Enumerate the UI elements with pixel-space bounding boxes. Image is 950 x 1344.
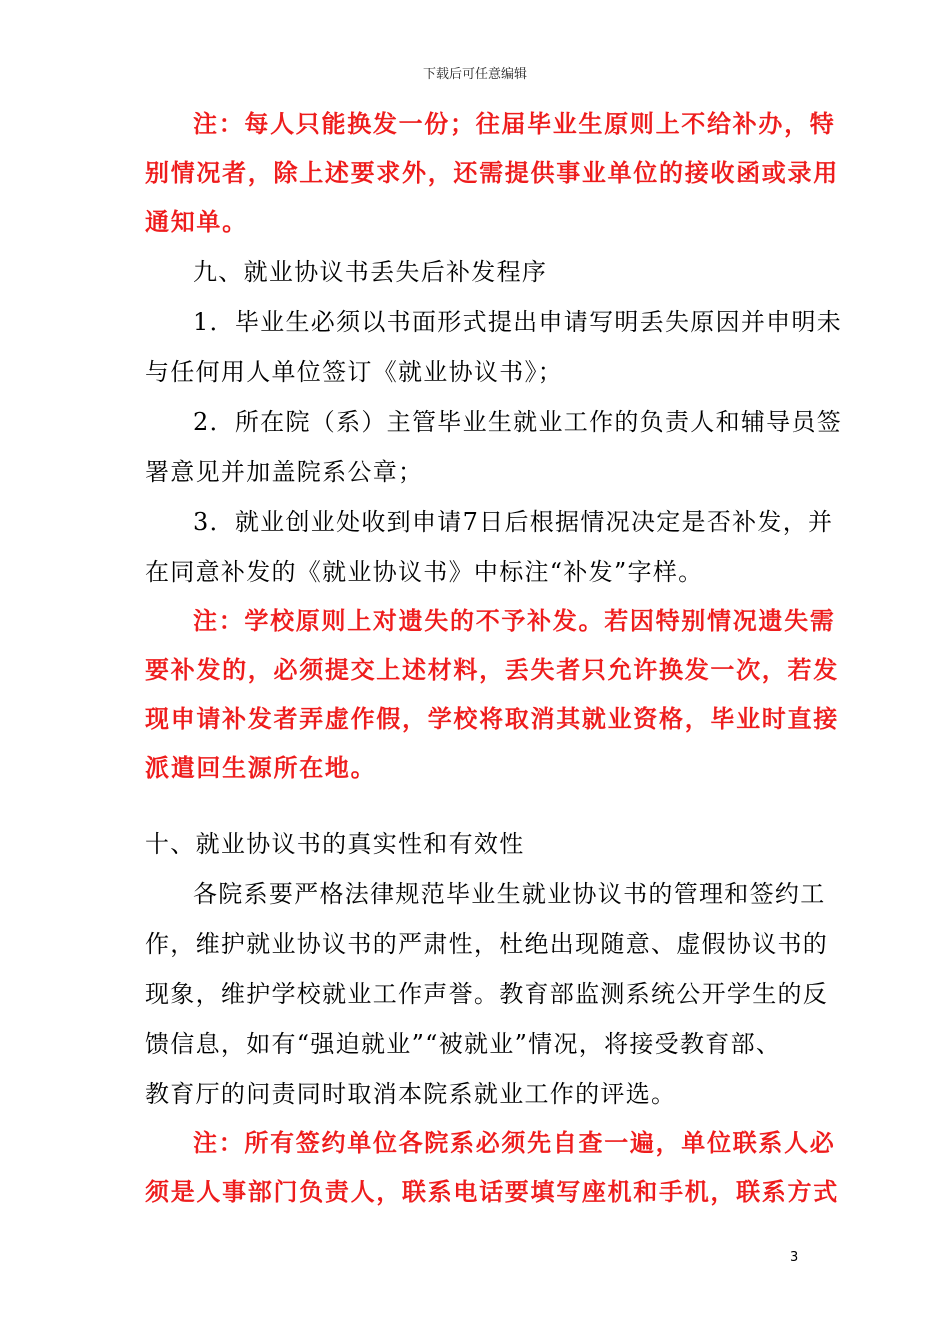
note-line: 别情况者，除上述要求外，还需提供事业单位的接收函或录用 xyxy=(145,159,839,187)
paragraph-line: 署意见并加盖院系公章； xyxy=(145,458,424,486)
section-heading: 十、就业协议书的真实性和有效性 xyxy=(145,830,525,858)
paragraph-line: 与任何用人单位签订《就业协议书》； xyxy=(145,358,564,386)
paragraph-line: 2．所在院（系）主管毕业生就业工作的负责人和辅导员签 xyxy=(193,408,843,436)
note-line: 注：学校原则上对遗失的不予补发。若因特别情况遗失需 xyxy=(193,607,836,635)
paragraph-line: 馈信息，如有“强迫就业”“被就业”情况，将接受教育部、 xyxy=(145,1030,782,1058)
paragraph-line: 现象，维护学校就业工作声誉。教育部监测系统公开学生的反 xyxy=(145,980,829,1008)
note-line: 现申请补发者弄虚作假，学校将取消其就业资格，毕业时直接 xyxy=(145,705,839,733)
section-heading: 九、就业协议书丢失后补发程序 xyxy=(193,258,548,286)
note-line: 注：所有签约单位各院系必须先自查一遍，单位联系人必 xyxy=(193,1129,836,1157)
page-number: 3 xyxy=(790,1250,799,1265)
paragraph-line: 作，维护就业协议书的严肃性，杜绝出现随意、虚假协议书的 xyxy=(145,930,829,958)
paragraph-line: 各院系要严格法律规范毕业生就业协议书的管理和签约工 xyxy=(193,880,826,908)
note-line: 要补发的，必须提交上述材料，丢失者只允许换发一次，若发 xyxy=(145,656,839,684)
paragraph-line: 3．就业创业处收到申请7日后根据情况决定是否补发，并 xyxy=(193,508,834,536)
note-line: 须是人事部门负责人，联系电话要填写座机和手机，联系方式 xyxy=(145,1178,839,1206)
paragraph-line: 1．毕业生必须以书面形式提出申请写明丢失原因并申明未 xyxy=(193,308,843,336)
paragraph-line: 在同意补发的《就业协议书》中标注“补发”字样。 xyxy=(145,558,704,586)
note-line: 注：每人只能换发一份；往届毕业生原则上不给补办，特 xyxy=(193,110,836,138)
note-line: 通知单。 xyxy=(145,208,248,236)
page-header: 下载后可任意编辑 xyxy=(422,67,527,82)
paragraph-line: 教育厅的问责同时取消本院系就业工作的评选。 xyxy=(145,1080,677,1108)
note-line: 派遣回生源所在地。 xyxy=(145,754,377,782)
